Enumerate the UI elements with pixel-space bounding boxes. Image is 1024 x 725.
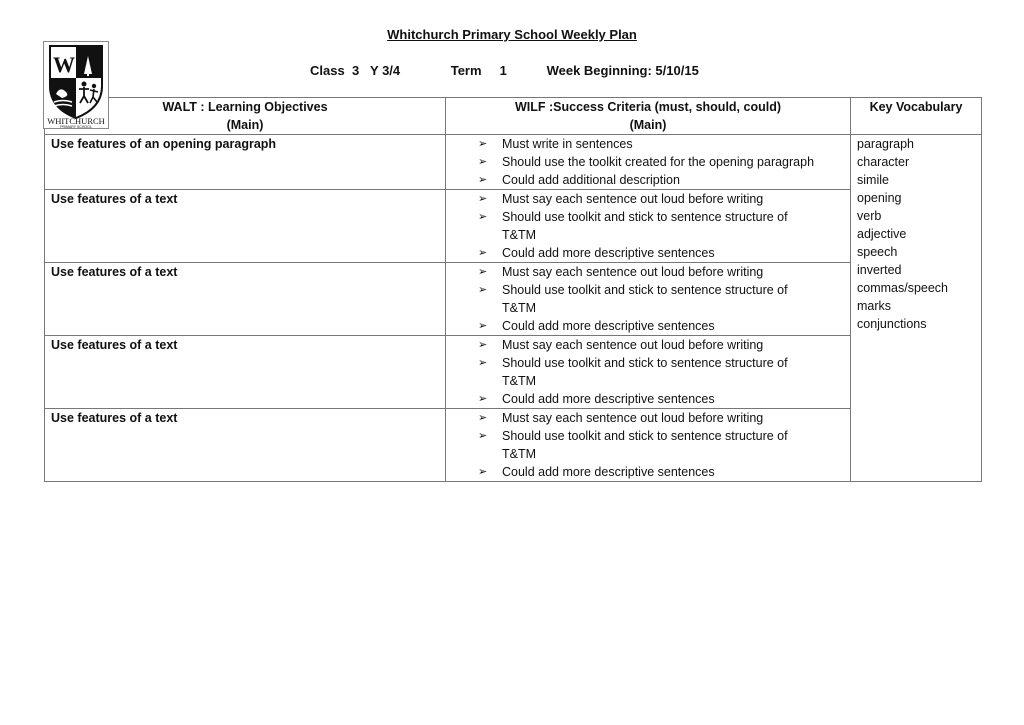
criteria-item bbox=[474, 153, 844, 171]
objective-cell: Use features of a text bbox=[45, 336, 446, 409]
class-value: 3 bbox=[351, 63, 360, 78]
header-wilf-sub: (Main) bbox=[629, 118, 667, 132]
vocabulary-list bbox=[857, 135, 975, 333]
weekly-plan-table bbox=[44, 97, 982, 482]
criteria-text: Could add more descriptive sentences bbox=[502, 319, 715, 333]
criteria-item bbox=[474, 244, 844, 262]
vocabulary-item: character bbox=[857, 155, 910, 169]
criteria-text: Should use toolkit and stick to sentence structure of T&TM bbox=[502, 429, 788, 461]
criteria-item bbox=[474, 354, 844, 390]
vocabulary-item: speech bbox=[857, 245, 898, 259]
svg-text:W: W bbox=[53, 52, 75, 77]
criteria-item bbox=[474, 263, 844, 281]
vocabulary-item: opening bbox=[857, 191, 902, 205]
criteria-cell bbox=[446, 190, 851, 263]
arrowhead-bullet-icon: ➢ bbox=[478, 393, 488, 405]
plan-meta-line bbox=[310, 63, 699, 78]
vocabulary-cell bbox=[851, 135, 982, 482]
arrowhead-bullet-icon: ➢ bbox=[478, 193, 488, 205]
criteria-cell bbox=[446, 135, 851, 190]
criteria-item bbox=[474, 390, 844, 408]
table-row bbox=[45, 409, 982, 482]
arrowhead-bullet-icon: ➢ bbox=[478, 466, 488, 478]
table-row bbox=[45, 263, 982, 336]
criteria-item bbox=[474, 317, 844, 335]
objective-cell: Use features of an opening paragraph bbox=[45, 135, 446, 190]
criteria-item bbox=[474, 463, 844, 481]
table-row bbox=[45, 135, 982, 190]
criteria-text: Must write in sentences bbox=[502, 137, 633, 151]
term-label: Term bbox=[450, 63, 482, 78]
arrowhead-bullet-icon: ➢ bbox=[478, 357, 488, 369]
criteria-text: Could add more descriptive sentences bbox=[502, 246, 715, 260]
vocabulary-item: adjective bbox=[857, 227, 907, 241]
table-row bbox=[45, 336, 982, 409]
criteria-text: Must say each sentence out loud before writing bbox=[502, 338, 764, 352]
header-wilf bbox=[446, 98, 851, 135]
arrowhead-bullet-icon: ➢ bbox=[478, 138, 488, 150]
school-crest-icon bbox=[44, 42, 108, 128]
arrowhead-bullet-icon: ➢ bbox=[478, 412, 488, 424]
criteria-cell bbox=[446, 263, 851, 336]
vocabulary-item: commas/speech bbox=[857, 281, 949, 295]
criteria-text: Should use the toolkit created for the opening paragraph bbox=[502, 155, 815, 169]
arrowhead-bullet-icon: ➢ bbox=[478, 320, 488, 332]
table-row bbox=[45, 190, 982, 263]
svg-text:WHITCHURCH: WHITCHURCH bbox=[47, 116, 105, 126]
criteria-item bbox=[474, 190, 844, 208]
criteria-cell bbox=[446, 409, 851, 482]
class-label: Class bbox=[310, 63, 345, 78]
vocabulary-item: conjunctions bbox=[857, 317, 927, 331]
vocabulary-item: verb bbox=[857, 209, 882, 223]
header-vocabulary-title: Key Vocabulary bbox=[869, 100, 963, 114]
table-header-row bbox=[45, 98, 982, 135]
arrowhead-bullet-icon: ➢ bbox=[478, 211, 488, 223]
criteria-item bbox=[474, 336, 844, 354]
criteria-item bbox=[474, 135, 844, 153]
criteria-item bbox=[474, 208, 844, 244]
week-label: Week Beginning: bbox=[546, 63, 652, 78]
criteria-item bbox=[474, 409, 844, 427]
arrowhead-bullet-icon: ➢ bbox=[478, 174, 488, 186]
vocabulary-item: inverted bbox=[857, 263, 902, 277]
criteria-text: Could add additional description bbox=[502, 173, 680, 187]
criteria-text: Must say each sentence out loud before writing bbox=[502, 265, 764, 279]
vocabulary-item: simile bbox=[857, 173, 889, 187]
vocabulary-item: marks bbox=[857, 299, 892, 313]
arrowhead-bullet-icon: ➢ bbox=[478, 284, 488, 296]
header-walt-sub: (Main) bbox=[226, 118, 264, 132]
criteria-item bbox=[474, 171, 844, 189]
criteria-item bbox=[474, 281, 844, 317]
header-walt-title: WALT : Learning Objectives bbox=[162, 100, 328, 114]
vocabulary-item: paragraph bbox=[857, 137, 914, 151]
header-wilf-title: WILF :Success Criteria (must, should, could) bbox=[514, 100, 781, 114]
header-vocabulary bbox=[851, 98, 982, 135]
criteria-text: Should use toolkit and stick to sentence structure of T&TM bbox=[502, 356, 788, 388]
arrowhead-bullet-icon: ➢ bbox=[478, 430, 488, 442]
week-value: 5/10/15 bbox=[655, 63, 699, 78]
arrowhead-bullet-icon: ➢ bbox=[478, 247, 488, 259]
arrowhead-bullet-icon: ➢ bbox=[478, 156, 488, 168]
year-value: Y 3/4 bbox=[370, 63, 401, 78]
criteria-item bbox=[474, 427, 844, 463]
objective-cell: Use features of a text bbox=[45, 409, 446, 482]
criteria-text: Could add more descriptive sentences bbox=[502, 392, 715, 406]
school-logo bbox=[43, 41, 109, 129]
document-title: Whitchurch Primary School Weekly Plan bbox=[387, 27, 637, 42]
criteria-text: Must say each sentence out loud before writing bbox=[502, 192, 764, 206]
criteria-text: Should use toolkit and stick to sentence structure of T&TM bbox=[502, 210, 788, 242]
criteria-cell bbox=[446, 336, 851, 409]
arrowhead-bullet-icon: ➢ bbox=[478, 339, 488, 351]
criteria-text: Must say each sentence out loud before writing bbox=[502, 411, 764, 425]
arrowhead-bullet-icon: ➢ bbox=[478, 266, 488, 278]
objective-cell: Use features of a text bbox=[45, 190, 446, 263]
criteria-text: Could add more descriptive sentences bbox=[502, 465, 715, 479]
term-value: 1 bbox=[499, 63, 507, 78]
svg-text:PRIMARY SCHOOL: PRIMARY SCHOOL bbox=[60, 125, 92, 128]
criteria-text: Should use toolkit and stick to sentence structure of T&TM bbox=[502, 283, 788, 315]
objective-cell: Use features of a text bbox=[45, 263, 446, 336]
